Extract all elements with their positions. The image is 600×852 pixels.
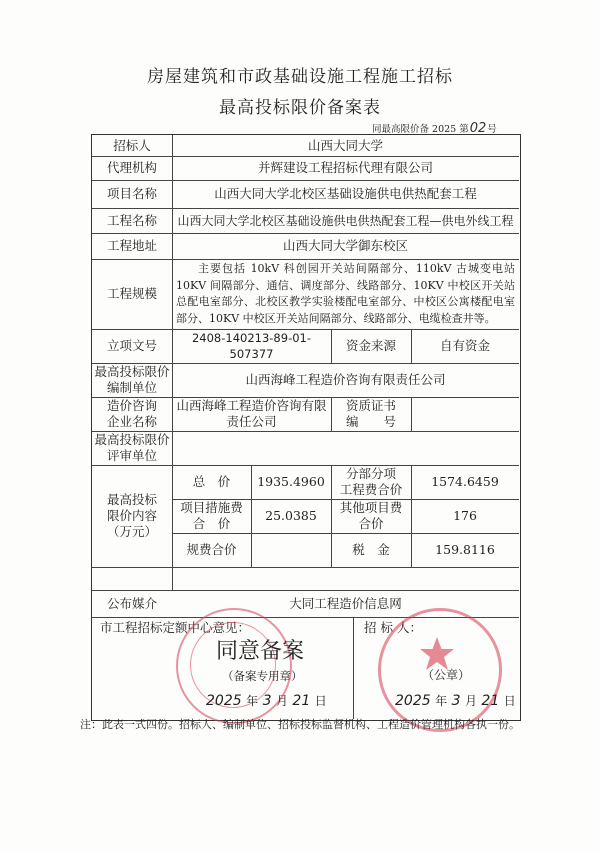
approval-label: 立项文号 [106,338,157,353]
left-date [206,692,327,709]
fund-source-value: 自有资金 [439,338,490,353]
footnote: 注：此表一式四份。招标人、编制单位、招标投标监督机构、工程造价管理机构各执一份。 [80,718,520,731]
consult-label-line2: 企业名称 [106,414,157,429]
reviewer-label-line2: 评审单位 [106,448,157,463]
tenderer-value: 山西大同大学 [307,137,383,153]
cert-label-line2: 编 号 [345,414,396,429]
tax-value: 159.8116 [435,542,495,557]
subitem-label-line1: 分部分项 [345,466,396,481]
subitem-cost-label [331,465,411,499]
compiler-value: 山西海峰工程造价咨询有限责任公司 [245,372,446,387]
cert-number-label [331,397,411,431]
work-site-value: 山西大同大学御东校区 [282,238,408,253]
title-line-1: 房屋建筑和市政基础设施工程施工招标 [147,67,453,87]
compiler-label-line2: 编制单位 [106,380,157,395]
right-date-year: 2025 [395,693,431,709]
other-cost-value: 176 [453,508,477,523]
quota-center-opinion-label: 市工程招标定额中心意见： [100,620,251,635]
doc-number-value: 02 [469,121,487,136]
cert-number-value [411,397,519,431]
project-name-value: 山西大同大学北校区基础设施供电供热配套工程 [214,186,477,201]
doc-number-prefix: 同最高限价备 2025 第 [372,124,469,135]
fees-label: 规费合价 [186,542,237,557]
measures-cost-value: 25.0385 [265,508,317,523]
limit-label-line1: 最高投标 [106,492,157,507]
left-date-year-char: 年 [246,694,259,708]
project-name-label: 项目名称 [106,186,157,201]
left-date-month: 3 [262,693,272,709]
reviewer-label [92,431,172,465]
tax-label: 税 金 [352,542,390,557]
limit-label-line2: 限价内容 [106,508,157,523]
cert-label-line1: 资质证书 [345,398,396,413]
subitem-label-line2: 工程费合价 [339,482,403,497]
other-label-line1: 其他项目费 [339,500,403,515]
right-date-year-char: 年 [435,694,448,708]
tenderer-label: 招标人 [113,137,151,153]
subitem-cost-value: 1574.6459 [431,474,499,489]
doc-number-suffix: 号 [487,124,497,135]
right-date-day-char: 日 [503,694,516,708]
consult-value-line2: 责任公司 [226,414,277,429]
right-date-day: 21 [481,693,500,709]
company-seal-caption: （公章） [422,668,471,682]
other-label-line2: 合价 [358,516,384,531]
compiler-label [92,363,172,397]
measures-label-line1: 项目措施费 [180,500,243,515]
scope-value: 主要包括 10kV 科创园开关站间隔部分、110kV 古城变电站 10KV 间隔部分、通信、调度部分、线路部分、10KV 中校区开关站总配电室部分、北校区教学实验楼配电室部分、中校区公寓楼配电室部分、10KV 中校区开关站间隔部分、线路部分、电缆检查井等。 [176,262,515,325]
blank-row [92,567,172,590]
measures-cost-label [172,499,251,533]
consult-label [92,397,172,431]
title-line-2: 最高投标限价备案表 [219,98,381,118]
right-date-month: 3 [451,693,461,709]
right-date [395,692,516,709]
compiler-label-line1: 最高投标限价 [94,364,170,379]
right-date-month-char: 月 [464,694,477,708]
fees-value [251,533,331,567]
agent-value: 并辉建设工程招标代理有限公司 [257,160,433,175]
left-date-month-char: 月 [275,694,288,708]
total-price-value: 1935.4960 [257,474,325,489]
filing-seal-caption: （备案专用章） [222,669,303,683]
total-price-label: 总 价 [192,474,231,489]
left-date-day-char: 日 [314,694,327,708]
fund-source-label: 资金来源 [345,338,396,353]
reviewer-value [172,431,519,465]
work-name-label: 工程名称 [106,212,157,228]
left-date-year: 2025 [206,693,242,709]
limit-label [92,465,172,567]
consult-value-line1: 山西海峰工程造价咨询有限 [176,398,327,413]
measures-label-line2: 合 价 [192,516,231,531]
other-cost-label [331,499,411,533]
agent-label: 代理机构 [106,160,157,175]
work-site-label: 工程地址 [106,238,157,253]
left-date-day: 21 [292,693,311,709]
tenderer-signature-label: 招 标 人： [364,620,422,635]
work-name-value: 山西大同大学北校区基础设施供电供热配套工程—供电外线工程 [177,213,514,228]
consult-label-line1: 造价咨询 [106,398,157,413]
consult-value [172,397,331,431]
approval-number: 2408-140213-89-01-507377 [191,331,312,361]
media-label: 公布媒介 [106,595,157,611]
scope-label: 工程规模 [106,286,157,301]
approval-handwriting: 同意备案 [216,639,305,664]
reviewer-label-line1: 最高投标限价 [94,432,170,447]
media-value: 大同工程造价信息网 [289,595,402,611]
limit-label-line3: （万元） [106,524,157,539]
